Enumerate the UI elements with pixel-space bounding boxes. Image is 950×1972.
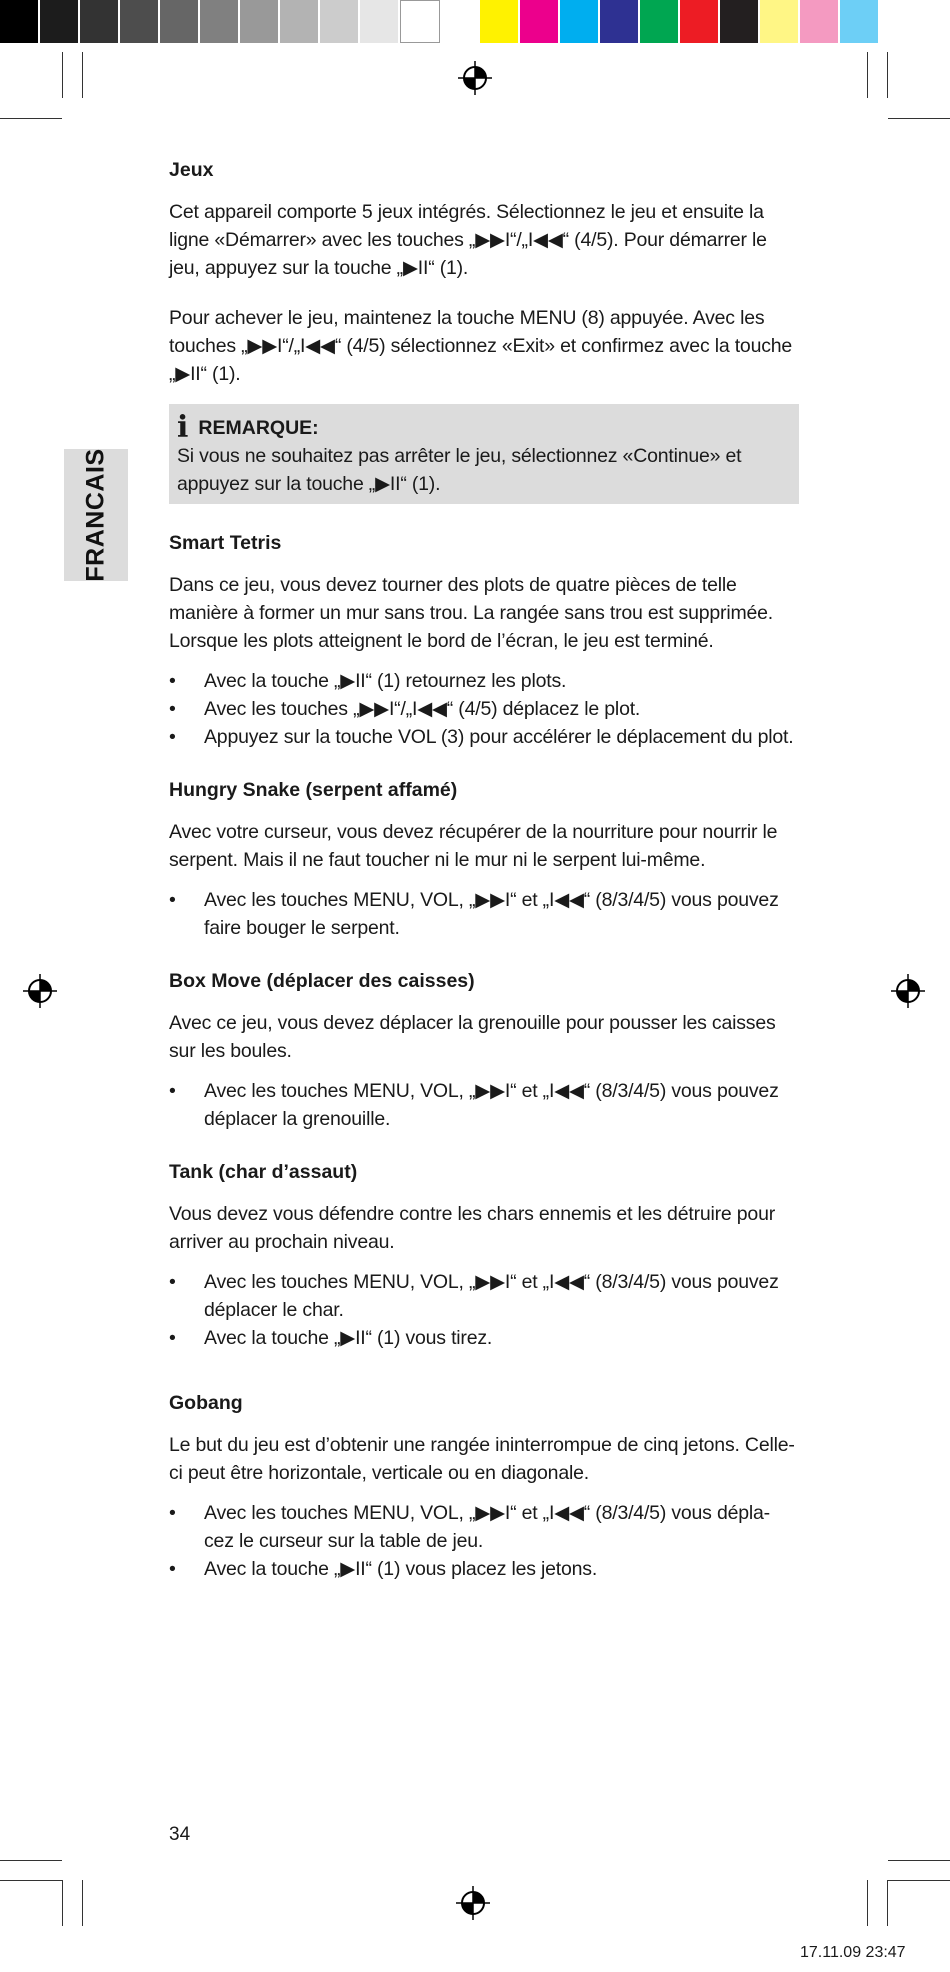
crop-mark bbox=[62, 52, 63, 98]
bullet: • bbox=[169, 1080, 176, 1102]
list-item-text: Avec les touches MENU, VOL, „▶▶I“ et „I◀◀“ (8/3/4/5) vous pouvez faire bouger le serpent. bbox=[204, 889, 779, 939]
color-swatch bbox=[400, 0, 440, 43]
color-swatch bbox=[320, 0, 360, 43]
color-swatch bbox=[40, 0, 80, 43]
print-timestamp: 17.11.09 23:47 bbox=[800, 1944, 906, 1961]
bullet-list bbox=[169, 1268, 799, 1352]
page-content bbox=[169, 155, 799, 1607]
section-title: Jeux bbox=[169, 159, 214, 181]
section-gobang bbox=[169, 1388, 799, 1583]
crop-mark bbox=[82, 1880, 83, 1926]
info-icon: i bbox=[177, 410, 189, 445]
bullet: • bbox=[169, 1271, 176, 1293]
color-calibration-bar-left bbox=[0, 0, 440, 45]
color-swatch bbox=[120, 0, 160, 43]
crop-mark bbox=[0, 118, 62, 119]
color-swatch bbox=[800, 0, 840, 43]
bullet-list bbox=[169, 886, 799, 942]
crop-mark bbox=[867, 1880, 868, 1926]
color-swatch bbox=[80, 0, 120, 43]
list-item-text: Avec la touche „▶II“ (1) vous tirez. bbox=[204, 1327, 493, 1349]
color-swatch bbox=[520, 0, 560, 43]
section-box-move bbox=[169, 966, 799, 1133]
list-item bbox=[169, 667, 799, 695]
section-jeux bbox=[169, 155, 799, 388]
color-swatch bbox=[360, 0, 400, 43]
bullet: • bbox=[169, 1327, 176, 1349]
list-item-text: Avec les touches MENU, VOL, „▶▶I“ et „I◀◀“ (8/3/4/5) vous pouvez déplacer la grenouille. bbox=[204, 1080, 779, 1130]
crop-mark bbox=[888, 1860, 950, 1861]
crop-mark bbox=[0, 1880, 62, 1881]
crop-mark bbox=[888, 118, 950, 119]
list-item-text: Avec les touches „▶▶I“/„I◀◀“ (4/5) déplacez le plot. bbox=[204, 698, 641, 720]
list-item-text: Avec les touches MENU, VOL, „▶▶I“ et „I◀◀“ (8/3/4/5) vous dépla-cez le curseur sur la table de jeu. bbox=[204, 1502, 770, 1552]
section-tank bbox=[169, 1157, 799, 1352]
color-swatch bbox=[640, 0, 680, 43]
bullet: • bbox=[169, 1502, 176, 1524]
bullet: • bbox=[169, 698, 176, 720]
crop-mark bbox=[82, 52, 83, 98]
paragraph: Vous devez vous défendre contre les chars ennemis et les détruire pour arriver au prochain niveau. bbox=[169, 1203, 776, 1253]
bullet-list bbox=[169, 1499, 799, 1583]
section-title: Gobang bbox=[169, 1392, 243, 1414]
color-swatch bbox=[200, 0, 240, 43]
paragraph: Cet appareil comporte 5 jeux intégrés. Sélectionnez le jeu et ensuite la ligne «Démarrer» avec les touches „▶▶I“/„I◀◀“ (4/5). Pour démarrer le jeu, appuyez sur la touche „▶II“ (1). bbox=[169, 201, 767, 279]
section-smart-tetris bbox=[169, 528, 799, 751]
list-item-text: Avec la touche „▶II“ (1) retournez les plots. bbox=[204, 670, 567, 692]
registration-mark-icon bbox=[891, 974, 925, 1008]
color-swatch bbox=[600, 0, 640, 43]
bullet: • bbox=[169, 889, 176, 911]
crop-mark bbox=[0, 1860, 62, 1861]
registration-mark-icon bbox=[23, 974, 57, 1008]
list-item bbox=[169, 1077, 799, 1133]
registration-mark-icon bbox=[456, 1886, 490, 1920]
note-heading bbox=[177, 410, 789, 445]
list-item bbox=[169, 1324, 799, 1352]
bullet: • bbox=[169, 670, 176, 692]
paragraph: Pour achever le jeu, maintenez la touche MENU (8) appuyée. Avec les touches „▶▶I“/„I◀◀“ (4/5) sélectionnez «Exit» et confirmez avec la touche „▶II“ (1). bbox=[169, 307, 793, 385]
paragraph: Le but du jeu est d’obtenir une rangée ininterrompue de cinq jetons. Celle-ci peut être horizontale, verticale ou en diagonale. bbox=[169, 1434, 795, 1484]
color-swatch bbox=[480, 0, 520, 43]
section-title: Box Move (déplacer des caisses) bbox=[169, 970, 475, 992]
crop-mark bbox=[62, 1880, 63, 1926]
color-swatch bbox=[680, 0, 720, 43]
list-item-text: Avec les touches MENU, VOL, „▶▶I“ et „I◀◀“ (8/3/4/5) vous pouvez déplacer le char. bbox=[204, 1271, 779, 1321]
bullet-list bbox=[169, 667, 799, 751]
list-item bbox=[169, 1499, 799, 1555]
list-item bbox=[169, 886, 799, 942]
section-title: Hungry Snake (serpent affamé) bbox=[169, 779, 458, 801]
note-title: REMARQUE: bbox=[198, 417, 319, 439]
color-swatch bbox=[160, 0, 200, 43]
list-item bbox=[169, 695, 799, 723]
list-item-text: Appuyez sur la touche VOL (3) pour accélérer le déplacement du plot. bbox=[204, 726, 794, 748]
color-swatch bbox=[0, 0, 40, 43]
paragraph: Avec ce jeu, vous devez déplacer la grenouille pour pousser les caisses sur les boules. bbox=[169, 1012, 776, 1062]
color-swatch bbox=[760, 0, 800, 43]
bullet: • bbox=[169, 726, 176, 748]
section-title: Tank (char d’assaut) bbox=[169, 1161, 358, 1183]
page-number: 34 bbox=[169, 1824, 191, 1845]
color-swatch bbox=[560, 0, 600, 43]
bullet: • bbox=[169, 1558, 176, 1580]
color-swatch bbox=[280, 0, 320, 43]
list-item bbox=[169, 723, 799, 751]
note-text: Si vous ne souhaitez pas arrêter le jeu, sélectionnez «Continue» et appuyez sur la touche „▶II“ (1). bbox=[177, 445, 742, 495]
color-calibration-bar-right bbox=[480, 0, 880, 45]
paragraph: Avec votre curseur, vous devez récupérer de la nourriture pour nourrir le serpent. Mais il ne faut toucher ni le mur ni le serpent lui-même. bbox=[169, 821, 778, 871]
list-item-text: Avec la touche „▶II“ (1) vous placez les jetons. bbox=[204, 1558, 598, 1580]
color-swatch bbox=[240, 0, 280, 43]
registration-mark-icon bbox=[458, 61, 492, 95]
crop-mark bbox=[867, 52, 868, 98]
color-swatch bbox=[840, 0, 880, 43]
color-swatch bbox=[720, 0, 760, 43]
crop-mark bbox=[887, 52, 888, 98]
section-hungry-snake bbox=[169, 775, 799, 942]
language-label: FRANCAIS bbox=[81, 448, 110, 582]
crop-mark bbox=[888, 1880, 950, 1881]
paragraph: Dans ce jeu, vous devez tourner des plots de quatre pièces de telle manière à former un mur sans trou. La rangée sans trou est supprimée. Lorsque les plots atteignent le bord de l’écran, le jeu est terminé. bbox=[169, 574, 774, 652]
list-item bbox=[169, 1268, 799, 1324]
section-title: Smart Tetris bbox=[169, 532, 282, 554]
crop-mark bbox=[887, 1880, 888, 1926]
bullet-list bbox=[169, 1077, 799, 1133]
list-item bbox=[169, 1555, 799, 1583]
note-box bbox=[169, 404, 799, 504]
